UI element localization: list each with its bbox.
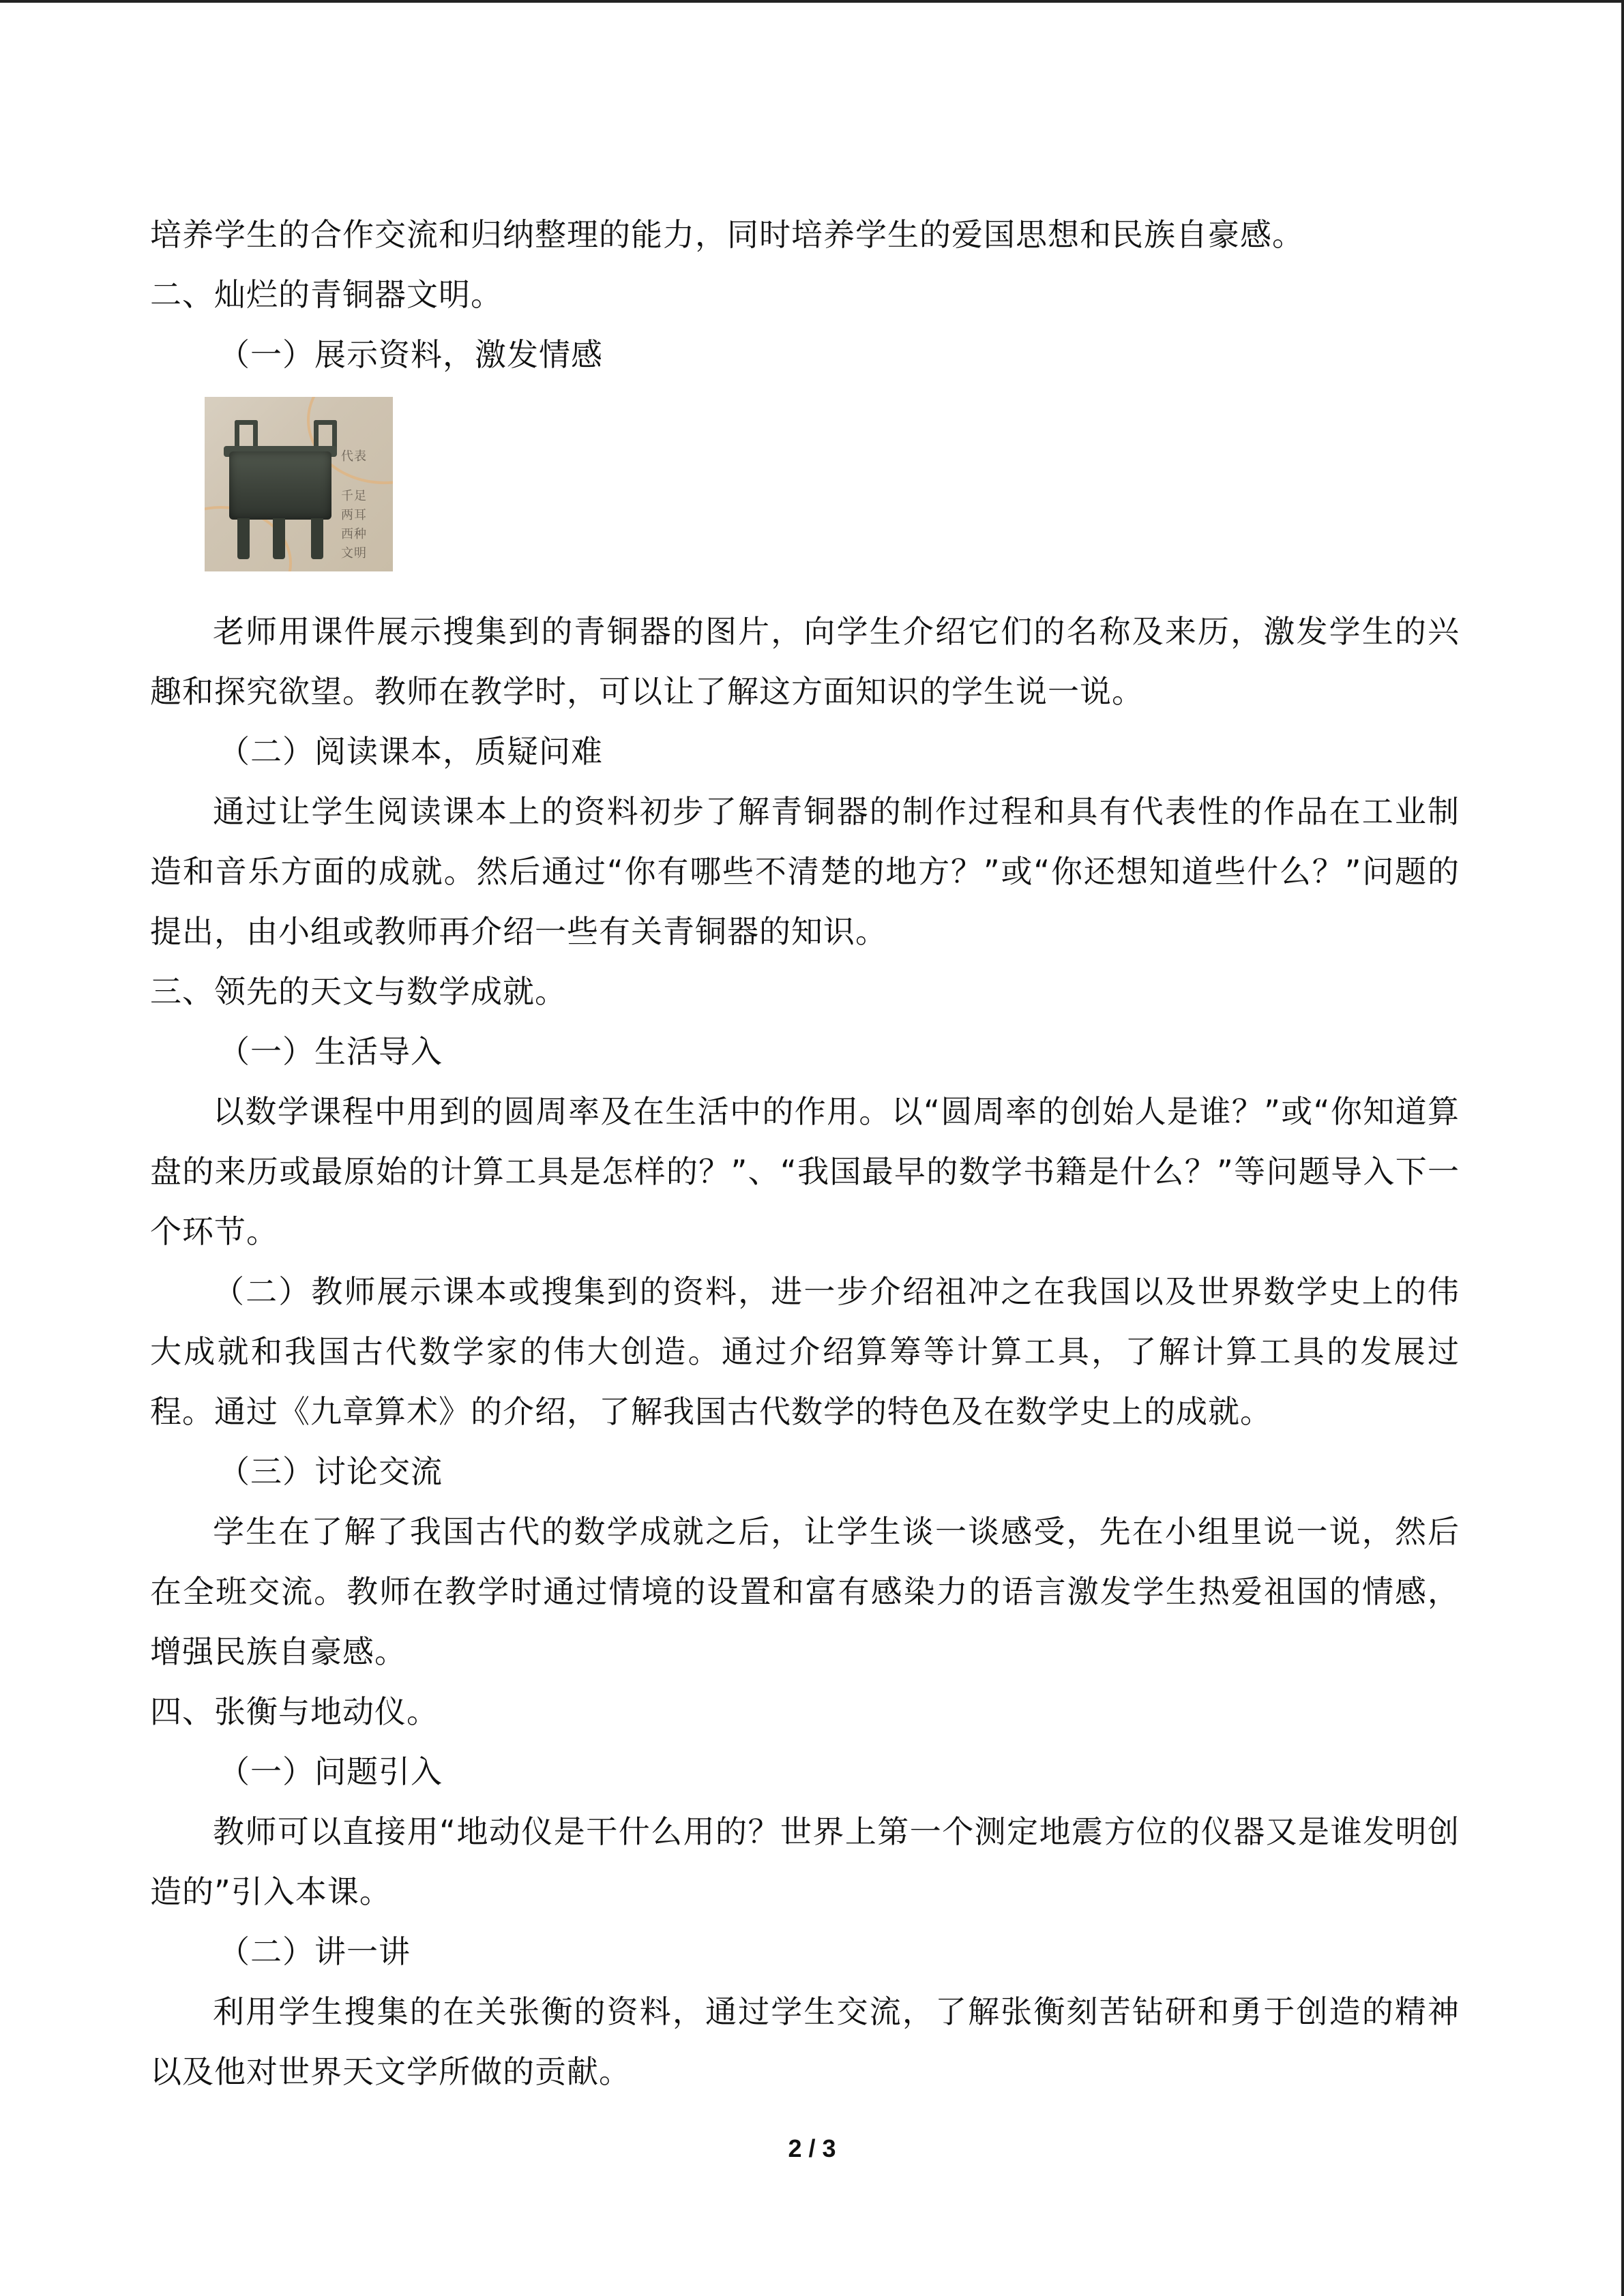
subheading-discussion: （三）讨论交流	[218, 1453, 443, 1490]
paragraph-read-textbook: 通过让学生阅读课本上的资料初步了解青铜器的制作过程和具有代表性的作品在工业制造和音乐方面的成就。然后通过“你有哪些不清楚的地方？”或“你还想知道些什么？”问题的提出，由小组或教师再介绍一些有关青铜器的知识。	[150, 793, 1460, 950]
paragraph-teacher-shows: （二）教师展示课本或搜集到的资料，进一步介绍祖冲之在我国以及世界数学史上的伟大成就和我国古代数学家的伟大创造。通过介绍算筹等计算工具，了解计算工具的发展过程。通过《九章算术》的介绍，了解我国古代数学的特色及在数学史上的成就。	[150, 1273, 1460, 1430]
document-body	[150, 205, 1460, 2102]
image-caption-fragment: 两耳	[341, 508, 367, 522]
image-caption-fragment: 文明	[341, 546, 367, 561]
subheading-read-textbook: （二）阅读课本，质疑问难	[218, 733, 603, 770]
page-number: 2 / 3	[788, 2134, 836, 2162]
subheading-show-materials: （一）展示资料，激发情感	[218, 336, 603, 373]
paragraph-show-bronze: 老师用课件展示搜集到的青铜器的图片，向学生介绍它们的名称及来历，激发学生的兴趣和探究欲望。教师在教学时，可以让了解这方面知识的学生说一说。	[150, 613, 1460, 710]
section-heading-bronze: 二、灿烂的青铜器文明。	[150, 276, 503, 313]
ding-leg	[237, 518, 250, 559]
paragraph-discussion: 学生在了解了我国古代的数学成就之后，让学生谈一谈感受，先在小组里说一说，然后在全班交流。教师在教学时通过情境的设置和富有感染力的语言激发学生热爱祖国的情感，增强民族自豪感。	[150, 1513, 1460, 1670]
paragraph-pi-intro: 以数学课程中用到的圆周率及在生活中的作用。以“圆周率的创始人是谁？”或“你知道算盘的来历或最原始的计算工具是怎样的？”、“我国最早的数学书籍是什么？”等问题导入下一个环节。	[150, 1093, 1460, 1250]
ding-body	[229, 451, 331, 520]
subheading-life-intro: （一）生活导入	[218, 1033, 443, 1070]
image-caption-fragment: 代表	[341, 449, 367, 464]
image-caption-fragment: 千足	[341, 489, 367, 503]
ding-leg	[273, 518, 285, 559]
image-caption-fragment: 西种	[341, 527, 367, 541]
paragraph-seismograph-question: 教师可以直接用“地动仪是干什么用的？世界上第一个测定地震方位的仪器又是谁发明创造的”引入本课。	[150, 1813, 1460, 1910]
section-heading-astronomy-math: 三、领先的天文与数学成就。	[150, 973, 567, 1010]
subheading-question-intro: （一）问题引入	[218, 1753, 443, 1790]
page-top-border	[0, 0, 1624, 3]
paragraph-zhangheng-materials: 利用学生搜集的在关张衡的资料，通过学生交流，了解张衡刻苦钻研和勇于创造的精神以及他对世界天文学所做的贡献。	[150, 1993, 1460, 2090]
section-heading-zhangheng: 四、张衡与地动仪。	[150, 1693, 439, 1730]
page-right-border	[1621, 0, 1624, 2296]
bronze-ding-image	[205, 397, 393, 571]
subheading-talk: （二）讲一讲	[218, 1933, 411, 1970]
ding-leg	[311, 518, 323, 559]
continued-paragraph: 培养学生的合作交流和归纳整理的能力，同时培养学生的爱国思想和民族自豪感。	[150, 216, 1304, 253]
